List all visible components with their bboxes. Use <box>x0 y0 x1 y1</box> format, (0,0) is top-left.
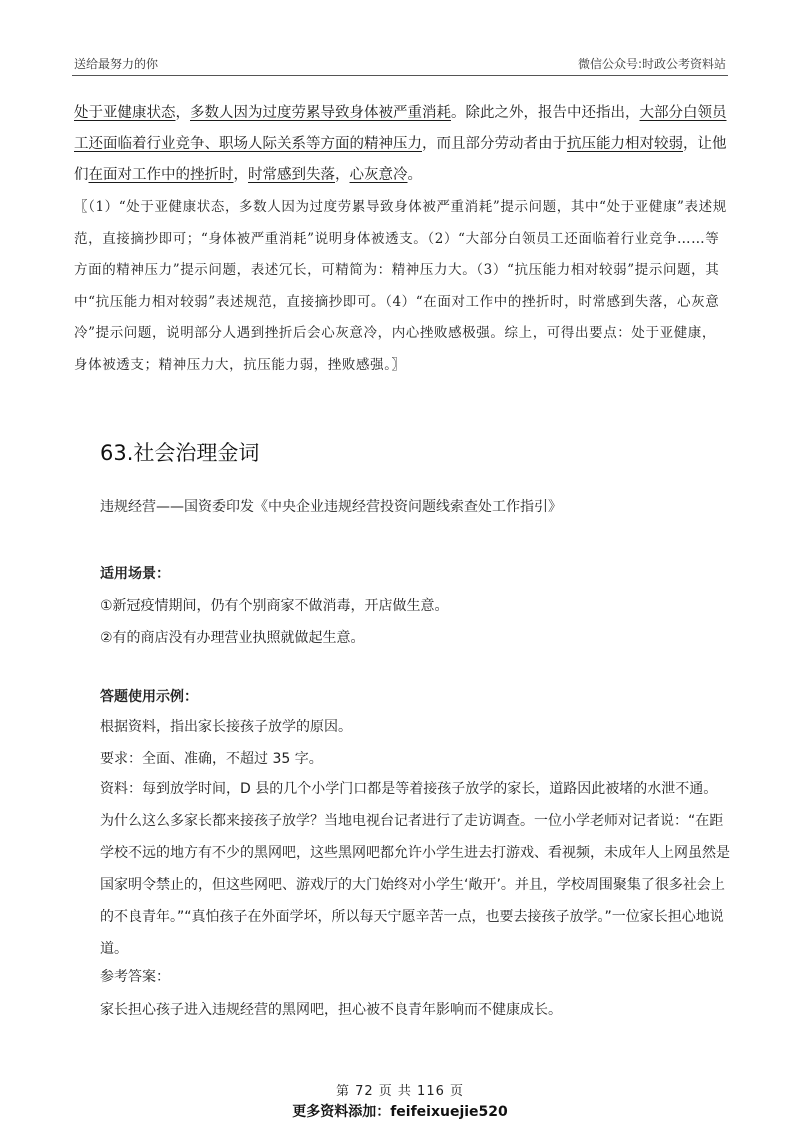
underlined-phrase: 大部分白领员工还面临着行业竞争、职场人际关系等方面的精神压力 <box>74 105 727 152</box>
term-line: 违规经营——国资委印发《中央企业违规经营投资问题线索查处工作指引》 <box>100 499 562 515</box>
header-left: 送给最努力的你 <box>74 57 159 71</box>
answer-heading: 参考答案： <box>100 969 170 985</box>
analysis-block: 〖（1）“处于亚健康状态，多数人因为过度劳累导致身体被严重消耗”提示问题，其中“处于亚健康”表述规范，直接摘抄即可；“身体被严重消耗”说明身体被透支。（2）“大部分白领员工还面临着行业竞争……等方面的精神压力”提示问题，表述冗长，可精简为：精神压力大。（3）“抗压能力相对较弱”提示问题，其中“抗压能力相对较弱”表述规范，直接摘抄即可。（4）“在面对工作中的挫折时，时常感到失落，心灰意冷”提示问题，说明部分人遇到挫折后会心灰意冷，内心挫败感极强。综上，可得出要点：处于亚健康，身体被透支；精神压力大，抗压能力弱，挫败感强。〗 <box>74 199 727 373</box>
top-paragraph <box>74 98 728 191</box>
scenarios-heading: 适用场景： <box>100 566 170 582</box>
scenario-item: ①新冠疫情期间，仍有个别商家不做消毒，开店做生意。 <box>100 598 449 614</box>
underlined-phrase: 在面对工作中的挫折时 <box>88 167 234 183</box>
text-run: 。除此之外，报告中还指出， <box>451 105 640 121</box>
requirement-line: 要求：全面、准确，不超过 35 字。 <box>100 751 323 767</box>
text-run: ， <box>175 105 190 121</box>
underlined-phrase: 处于亚健康状态 <box>74 105 176 121</box>
text-run: ， <box>335 167 350 183</box>
underlined-phrase: 时常感到失落 <box>248 167 335 183</box>
text-run: ，让他们 <box>74 136 727 183</box>
example-heading: 答题使用示例： <box>100 689 198 705</box>
underlined-phrase: 多数人因为过度劳累导致身体被严重消耗 <box>190 105 451 121</box>
section-title: 63.社会治理金词 <box>100 441 260 465</box>
text-run: 。 <box>407 167 422 183</box>
task-line: 根据资料，指出家长接孩子放学的原因。 <box>100 719 352 735</box>
header-right: 微信公众号:时政公考资料站 <box>577 57 726 71</box>
footer-note: 更多资料添加：feifeixuejie520 <box>292 1104 508 1120</box>
scenario-item: ②有的商店没有办理营业执照就做起生意。 <box>100 630 365 646</box>
material-paragraph: 资料：每到放学时间，D 县的几个小学门口都是等着接孩子放学的家长，道路因此被堵的水泄不通。为什么这么多家长都来接孩子放学？当地电视台记者进行了走访调查。一位小学老师对记者说：“在距学校不远的地方有不少的黑网吧，这些黑网吧都允许小学生进去打游戏、看视频，未成年人上网虽然是国家明令禁止的，但这些网吧、游戏厅的大门始终对小学生‘敞开’。并且，学校周围聚集了很多社会上的不良青年。”“真怕孩子在外面学坏，所以每天宁愿辛苦一点，也要去接孩子放学。”一位家长担心地说道。 <box>100 781 730 957</box>
text-run: ， <box>233 167 248 183</box>
page-number: 第 72 页 共 116 页 <box>335 1084 465 1099</box>
underlined-phrase: 抗压能力相对较弱 <box>567 136 683 152</box>
underlined-phrase: 心灰意冷 <box>349 167 408 183</box>
header-rule <box>72 75 728 76</box>
text-run: ，而且部分劳动者由于 <box>422 136 567 152</box>
answer-line: 家长担心孩子进入违规经营的黑网吧，担心被不良青年影响而不健康成长。 <box>100 1002 562 1018</box>
